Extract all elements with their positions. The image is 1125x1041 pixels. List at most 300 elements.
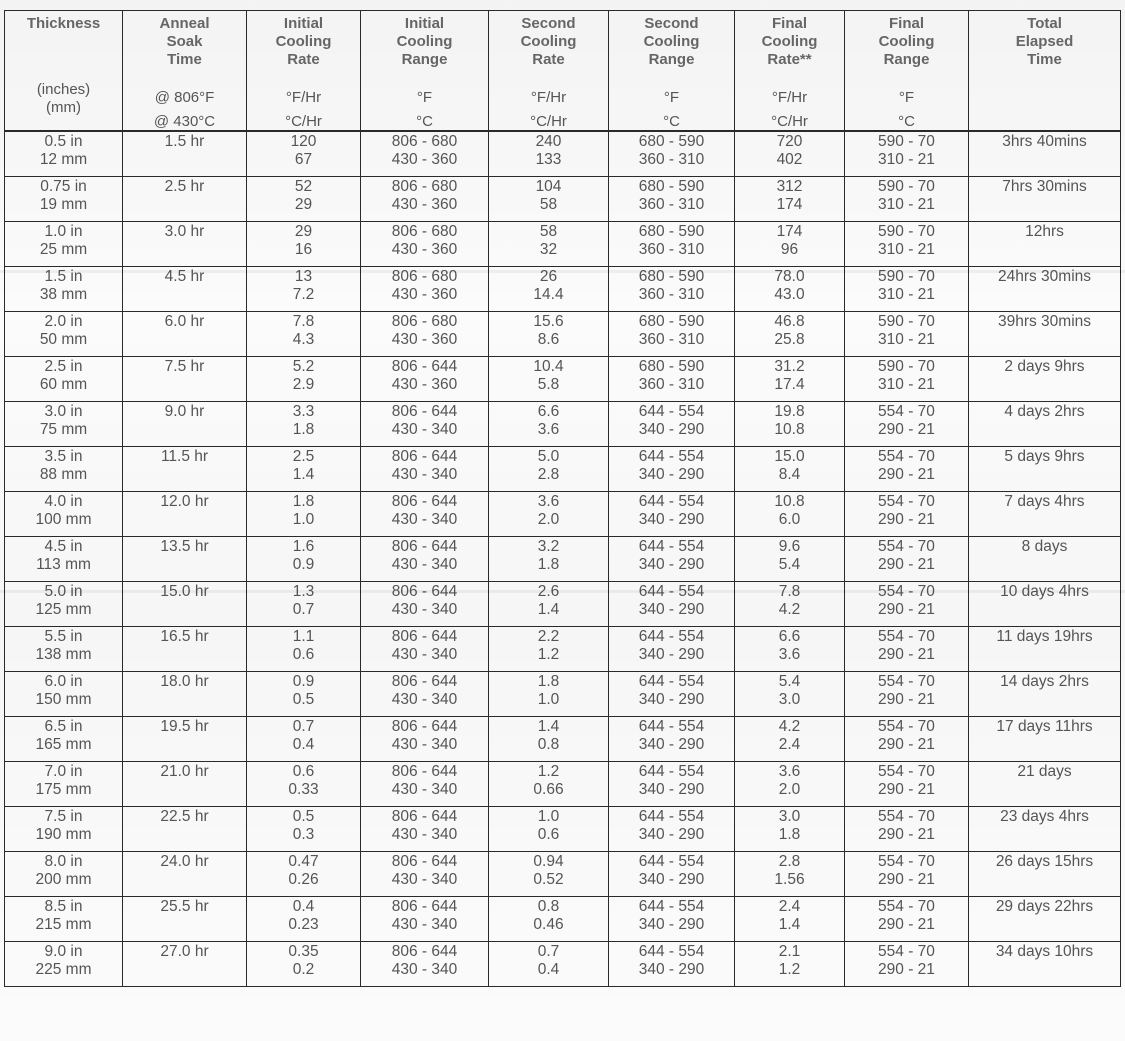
col-header-final-cooling-range [845, 11, 969, 132]
final-cooling-rate-cell [735, 717, 845, 762]
col-header-unit-2: °C [898, 113, 915, 130]
thickness-cell [5, 582, 123, 627]
initial-cooling-rate-cell [247, 267, 361, 312]
col-header-initial-cooling-range [361, 11, 489, 132]
cell-value: 67 [294, 151, 313, 168]
second-cooling-range-cell [609, 582, 735, 627]
second-cooling-range-cell [609, 717, 735, 762]
cell-value: 25.8 [774, 331, 805, 348]
cell-value: 290 - 21 [878, 556, 935, 573]
cell-value: 430 - 360 [391, 286, 458, 303]
cell-value: 6.5 in [44, 718, 83, 735]
cell-value: 0.6 [537, 826, 560, 843]
cell-value: 360 - 310 [638, 286, 705, 303]
cell-value: 25.5 hr [160, 898, 209, 915]
initial-cooling-rate-cell [247, 627, 361, 672]
cell-value: 806 - 644 [391, 718, 458, 735]
second-cooling-rate-cell [489, 942, 609, 987]
cell-value: 2.0 in [44, 313, 83, 330]
final-cooling-range-cell [845, 942, 969, 987]
cell-value: 2.6 [537, 583, 560, 600]
cell-value: 644 - 554 [638, 898, 705, 915]
cell-value: 590 - 70 [878, 313, 935, 330]
cell-value: 21 days [1017, 763, 1072, 780]
second-cooling-rate-cell [489, 672, 609, 717]
col-header-final-cooling-rate [735, 11, 845, 132]
table-row [5, 222, 1121, 267]
cell-value: 13.5 hr [160, 538, 209, 555]
total-elapsed-time-cell [969, 897, 1121, 942]
initial-cooling-rate-cell [247, 177, 361, 222]
final-cooling-range-cell [845, 357, 969, 402]
total-elapsed-time-cell [969, 222, 1121, 267]
cell-value: 1.2 [537, 646, 560, 663]
cell-value: 23 days 4hrs [1000, 808, 1089, 825]
cell-value: 644 - 554 [638, 583, 705, 600]
cell-value: 290 - 21 [878, 736, 935, 753]
cell-value: 0.3 [292, 826, 315, 843]
cell-value: 590 - 70 [878, 133, 935, 150]
cell-value: 50 mm [39, 331, 88, 348]
thickness-cell [5, 267, 123, 312]
cell-value: 2.5 in [44, 358, 83, 375]
cell-value: 310 - 21 [878, 331, 935, 348]
cell-value: 290 - 21 [878, 511, 935, 528]
cell-value: 1.2 [537, 763, 560, 780]
total-elapsed-time-cell [969, 357, 1121, 402]
col-header-unit-2: (mm) [46, 99, 81, 116]
cell-value: 340 - 290 [638, 421, 705, 438]
initial-cooling-range-cell [361, 492, 489, 537]
col-header-total-elapsed-time [969, 11, 1121, 132]
cell-value: 644 - 554 [638, 538, 705, 555]
cell-value: 200 mm [35, 871, 92, 888]
initial-cooling-range-cell [361, 312, 489, 357]
cell-value: 0.9 [292, 556, 315, 573]
cell-value: 58 [539, 196, 558, 213]
cell-value: 10 days 4hrs [1000, 583, 1089, 600]
cell-value: 806 - 644 [391, 583, 458, 600]
cell-value: 340 - 290 [638, 646, 705, 663]
cell-value: 2.5 [292, 448, 315, 465]
cell-value: 1.5 in [44, 268, 83, 285]
cell-value: 1.4 [778, 916, 801, 933]
final-cooling-rate-cell [735, 582, 845, 627]
cell-value: 43.0 [774, 286, 805, 303]
table-row [5, 267, 1121, 312]
col-header-unit-1: °F [898, 89, 915, 106]
cell-value: 2.0 [537, 511, 560, 528]
cell-value: 430 - 340 [391, 556, 458, 573]
cell-value: 13 [294, 268, 313, 285]
thickness-cell [5, 312, 123, 357]
cell-value: 15.6 [533, 313, 564, 330]
cell-value: 6.0 hr [164, 313, 205, 330]
cell-value: 340 - 290 [638, 511, 705, 528]
total-elapsed-time-cell [969, 627, 1121, 672]
final-cooling-range-cell [845, 537, 969, 582]
cell-value: 10.8 [774, 493, 805, 510]
final-cooling-range-cell [845, 852, 969, 897]
cell-value: 680 - 590 [638, 313, 705, 330]
cell-value: 0.26 [288, 871, 319, 888]
cell-value: 402 [776, 151, 803, 168]
second-cooling-range-cell [609, 627, 735, 672]
cell-value: 0.7 [292, 601, 315, 618]
cell-value: 2.5 hr [164, 178, 205, 195]
cell-value: 340 - 290 [638, 601, 705, 618]
cell-value: 1.4 [537, 601, 560, 618]
cell-value: 554 - 70 [878, 808, 935, 825]
cell-value: 0.4 [292, 898, 315, 915]
cell-value: 3.6 [537, 421, 560, 438]
cell-value: 0.35 [288, 943, 319, 960]
second-cooling-rate-cell [489, 537, 609, 582]
col-header-initial-cooling-rate [247, 11, 361, 132]
initial-cooling-rate-cell [247, 131, 361, 177]
cell-value: 104 [535, 178, 562, 195]
cell-value: 240 [535, 133, 562, 150]
cell-value: 360 - 310 [638, 376, 705, 393]
table-row [5, 312, 1121, 357]
cell-value: 19.8 [774, 403, 805, 420]
second-cooling-range-cell [609, 267, 735, 312]
table-row [5, 492, 1121, 537]
final-cooling-rate-cell [735, 312, 845, 357]
thickness-cell [5, 717, 123, 762]
cell-value: 0.2 [292, 961, 315, 978]
thickness-cell [5, 897, 123, 942]
initial-cooling-rate-cell [247, 672, 361, 717]
second-cooling-range-cell [609, 312, 735, 357]
initial-cooling-rate-cell [247, 537, 361, 582]
cell-value: 0.33 [288, 781, 319, 798]
soak-time-cell [123, 582, 247, 627]
soak-time-cell [123, 762, 247, 807]
cell-value: 7.5 hr [164, 358, 205, 375]
cell-value: 0.5 [292, 691, 315, 708]
cell-value: 18.0 hr [160, 673, 209, 690]
cell-value: 8.5 in [44, 898, 83, 915]
cell-value: 290 - 21 [878, 466, 935, 483]
cell-value: 3.0 in [44, 403, 83, 420]
thickness-cell [5, 942, 123, 987]
col-header-unit-2: °C/Hr [285, 113, 322, 130]
col-header-name: Final Cooling Rate** [761, 15, 818, 68]
initial-cooling-rate-cell [247, 897, 361, 942]
cell-value: 590 - 70 [878, 358, 935, 375]
cell-value: 430 - 340 [391, 511, 458, 528]
final-cooling-rate-cell [735, 672, 845, 717]
thickness-cell [5, 131, 123, 177]
cell-value: 174 [776, 196, 803, 213]
initial-cooling-rate-cell [247, 717, 361, 762]
cell-value: 2.9 [292, 376, 315, 393]
initial-cooling-range-cell [361, 177, 489, 222]
cell-value: 6.6 [778, 628, 801, 645]
col-header-unit-1: @ 806°F [154, 89, 215, 106]
table-row [5, 672, 1121, 717]
soak-time-cell [123, 492, 247, 537]
col-header-name: Total Elapsed Time [1015, 15, 1074, 68]
cell-value: 24hrs 30mins [997, 268, 1092, 285]
thickness-cell [5, 672, 123, 717]
cell-value: 644 - 554 [638, 853, 705, 870]
cell-value: 360 - 310 [638, 331, 705, 348]
second-cooling-rate-cell [489, 762, 609, 807]
cell-value: 0.75 in [40, 178, 87, 195]
soak-time-cell [123, 672, 247, 717]
cell-value: 190 mm [35, 826, 92, 843]
final-cooling-range-cell [845, 762, 969, 807]
final-cooling-range-cell [845, 267, 969, 312]
cell-value: 19 mm [39, 196, 88, 213]
cell-value: 554 - 70 [878, 448, 935, 465]
cell-value: 806 - 644 [391, 628, 458, 645]
col-header-name: Final Cooling Range [878, 15, 935, 68]
cell-value: 4 days 2hrs [1004, 403, 1085, 420]
table-row [5, 357, 1121, 402]
cell-value: 1.8 [292, 493, 315, 510]
soak-time-cell [123, 852, 247, 897]
final-cooling-rate-cell [735, 177, 845, 222]
thickness-cell [5, 222, 123, 267]
initial-cooling-range-cell [361, 762, 489, 807]
cell-value: 7.8 [292, 313, 315, 330]
thickness-cell [5, 402, 123, 447]
cell-value: 1.1 [292, 628, 315, 645]
initial-cooling-rate-cell [247, 357, 361, 402]
initial-cooling-rate-cell [247, 222, 361, 267]
cell-value: 554 - 70 [878, 943, 935, 960]
cell-value: 430 - 340 [391, 736, 458, 753]
cell-value: 430 - 340 [391, 601, 458, 618]
cell-value: 3.2 [537, 538, 560, 555]
initial-cooling-range-cell [361, 627, 489, 672]
cell-value: 680 - 590 [638, 133, 705, 150]
cell-value: 680 - 590 [638, 178, 705, 195]
cell-value: 430 - 340 [391, 916, 458, 933]
cell-value: 0.6 [292, 646, 315, 663]
cell-value: 806 - 680 [391, 268, 458, 285]
cell-value: 430 - 360 [391, 241, 458, 258]
cell-value: 9.0 hr [164, 403, 205, 420]
cell-value: 340 - 290 [638, 691, 705, 708]
cell-value: 21.0 hr [160, 763, 209, 780]
final-cooling-rate-cell [735, 897, 845, 942]
total-elapsed-time-cell [969, 177, 1121, 222]
cell-value: 720 [776, 133, 803, 150]
initial-cooling-rate-cell [247, 942, 361, 987]
final-cooling-rate-cell [735, 492, 845, 537]
cell-value: 340 - 290 [638, 556, 705, 573]
total-elapsed-time-cell [969, 267, 1121, 312]
table-body [5, 131, 1121, 987]
second-cooling-range-cell [609, 447, 735, 492]
final-cooling-range-cell [845, 177, 969, 222]
total-elapsed-time-cell [969, 312, 1121, 357]
cell-value: 17.4 [774, 376, 805, 393]
soak-time-cell [123, 357, 247, 402]
cell-value: 644 - 554 [638, 673, 705, 690]
cell-value: 1.4 [292, 466, 315, 483]
cell-value: 310 - 21 [878, 196, 935, 213]
cell-value: 806 - 644 [391, 898, 458, 915]
cell-value: 0.52 [533, 871, 564, 888]
cell-value: 133 [535, 151, 562, 168]
cell-value: 138 mm [35, 646, 92, 663]
cell-value: 175 mm [35, 781, 92, 798]
cell-value: 5.4 [778, 673, 801, 690]
cell-value: 806 - 644 [391, 448, 458, 465]
cell-value: 60 mm [39, 376, 88, 393]
initial-cooling-range-cell [361, 131, 489, 177]
table-row [5, 717, 1121, 762]
cell-value: 38 mm [39, 286, 88, 303]
cell-value: 3.6 [778, 646, 801, 663]
col-header-unit-1: °F [416, 89, 433, 106]
second-cooling-range-cell [609, 402, 735, 447]
second-cooling-rate-cell [489, 717, 609, 762]
cell-value: 554 - 70 [878, 898, 935, 915]
thickness-cell [5, 807, 123, 852]
total-elapsed-time-cell [969, 762, 1121, 807]
cell-value: 430 - 360 [391, 151, 458, 168]
cell-value: 644 - 554 [638, 718, 705, 735]
soak-time-cell [123, 177, 247, 222]
second-cooling-rate-cell [489, 852, 609, 897]
cell-value: 9.6 [778, 538, 801, 555]
col-header-unit-2: °C/Hr [530, 113, 567, 130]
final-cooling-range-cell [845, 717, 969, 762]
cell-value: 554 - 70 [878, 763, 935, 780]
cell-value: 3.6 [537, 493, 560, 510]
cell-value: 12 mm [39, 151, 88, 168]
col-header-unit-1: °F [663, 89, 680, 106]
total-elapsed-time-cell [969, 672, 1121, 717]
second-cooling-range-cell [609, 177, 735, 222]
thickness-cell [5, 447, 123, 492]
final-cooling-range-cell [845, 897, 969, 942]
cell-value: 3.3 [292, 403, 315, 420]
final-cooling-range-cell [845, 402, 969, 447]
initial-cooling-range-cell [361, 807, 489, 852]
second-cooling-rate-cell [489, 402, 609, 447]
cell-value: 310 - 21 [878, 151, 935, 168]
total-elapsed-time-cell [969, 717, 1121, 762]
soak-time-cell [123, 717, 247, 762]
total-elapsed-time-cell [969, 852, 1121, 897]
final-cooling-range-cell [845, 492, 969, 537]
second-cooling-range-cell [609, 897, 735, 942]
cell-value: 3.0 [778, 691, 801, 708]
cell-value: 1.8 [537, 556, 560, 573]
cell-value: 1.6 [292, 538, 315, 555]
cell-value: 96 [780, 241, 799, 258]
cell-value: 7hrs 30mins [1002, 178, 1087, 195]
second-cooling-rate-cell [489, 131, 609, 177]
cell-value: 680 - 590 [638, 358, 705, 375]
final-cooling-range-cell [845, 222, 969, 267]
initial-cooling-rate-cell [247, 762, 361, 807]
cell-value: 7 days 4hrs [1004, 493, 1085, 510]
total-elapsed-time-cell [969, 492, 1121, 537]
col-header-anneal-soak-time [123, 11, 247, 132]
cell-value: 15.0 hr [160, 583, 209, 600]
cell-value: 806 - 644 [391, 673, 458, 690]
cell-value: 3.0 [778, 808, 801, 825]
cell-value: 554 - 70 [878, 628, 935, 645]
final-cooling-rate-cell [735, 852, 845, 897]
cell-value: 9.0 in [44, 943, 83, 960]
initial-cooling-range-cell [361, 447, 489, 492]
cell-value: 554 - 70 [878, 673, 935, 690]
final-cooling-range-cell [845, 807, 969, 852]
cell-value: 590 - 70 [878, 178, 935, 195]
cell-value: 340 - 290 [638, 961, 705, 978]
initial-cooling-rate-cell [247, 807, 361, 852]
cell-value: 806 - 644 [391, 358, 458, 375]
table-row [5, 177, 1121, 222]
col-header-unit-1: °F/Hr [530, 89, 567, 106]
table-row [5, 807, 1121, 852]
cell-value: 3.5 in [44, 448, 83, 465]
soak-time-cell [123, 402, 247, 447]
second-cooling-range-cell [609, 942, 735, 987]
cell-value: 0.9 [292, 673, 315, 690]
cell-value: 310 - 21 [878, 376, 935, 393]
second-cooling-range-cell [609, 357, 735, 402]
cell-value: 5.8 [537, 376, 560, 393]
cell-value: 52 [294, 178, 313, 195]
initial-cooling-range-cell [361, 267, 489, 312]
cell-value: 430 - 340 [391, 466, 458, 483]
cell-value: 430 - 360 [391, 331, 458, 348]
cell-value: 1.4 [537, 718, 560, 735]
col-header-unit-2: °C/Hr [771, 113, 808, 130]
col-header-name: Anneal Soak Time [159, 15, 210, 68]
cell-value: 644 - 554 [638, 808, 705, 825]
cell-value: 8 days [1021, 538, 1068, 555]
cell-value: 215 mm [35, 916, 92, 933]
cell-value: 806 - 644 [391, 493, 458, 510]
cell-value: 0.23 [288, 916, 319, 933]
total-elapsed-time-cell [969, 582, 1121, 627]
cell-value: 644 - 554 [638, 403, 705, 420]
col-header-thickness [5, 11, 123, 132]
soak-time-cell [123, 942, 247, 987]
cell-value: 806 - 644 [391, 943, 458, 960]
cell-value: 2.4 [778, 898, 801, 915]
initial-cooling-range-cell [361, 222, 489, 267]
initial-cooling-range-cell [361, 852, 489, 897]
col-header-second-cooling-range [609, 11, 735, 132]
cell-value: 8.4 [778, 466, 801, 483]
final-cooling-range-cell [845, 131, 969, 177]
cell-value: 644 - 554 [638, 763, 705, 780]
cell-value: 88 mm [39, 466, 88, 483]
thickness-cell [5, 852, 123, 897]
cell-value: 75 mm [39, 421, 88, 438]
cell-value: 1.5 hr [164, 133, 205, 150]
second-cooling-rate-cell [489, 447, 609, 492]
cell-value: 10.4 [533, 358, 564, 375]
cell-value: 3hrs 40mins [1002, 133, 1087, 150]
col-header-name: Second Cooling Rate [520, 15, 577, 68]
cell-value: 7.5 in [44, 808, 83, 825]
initial-cooling-rate-cell [247, 582, 361, 627]
cell-value: 430 - 340 [391, 961, 458, 978]
